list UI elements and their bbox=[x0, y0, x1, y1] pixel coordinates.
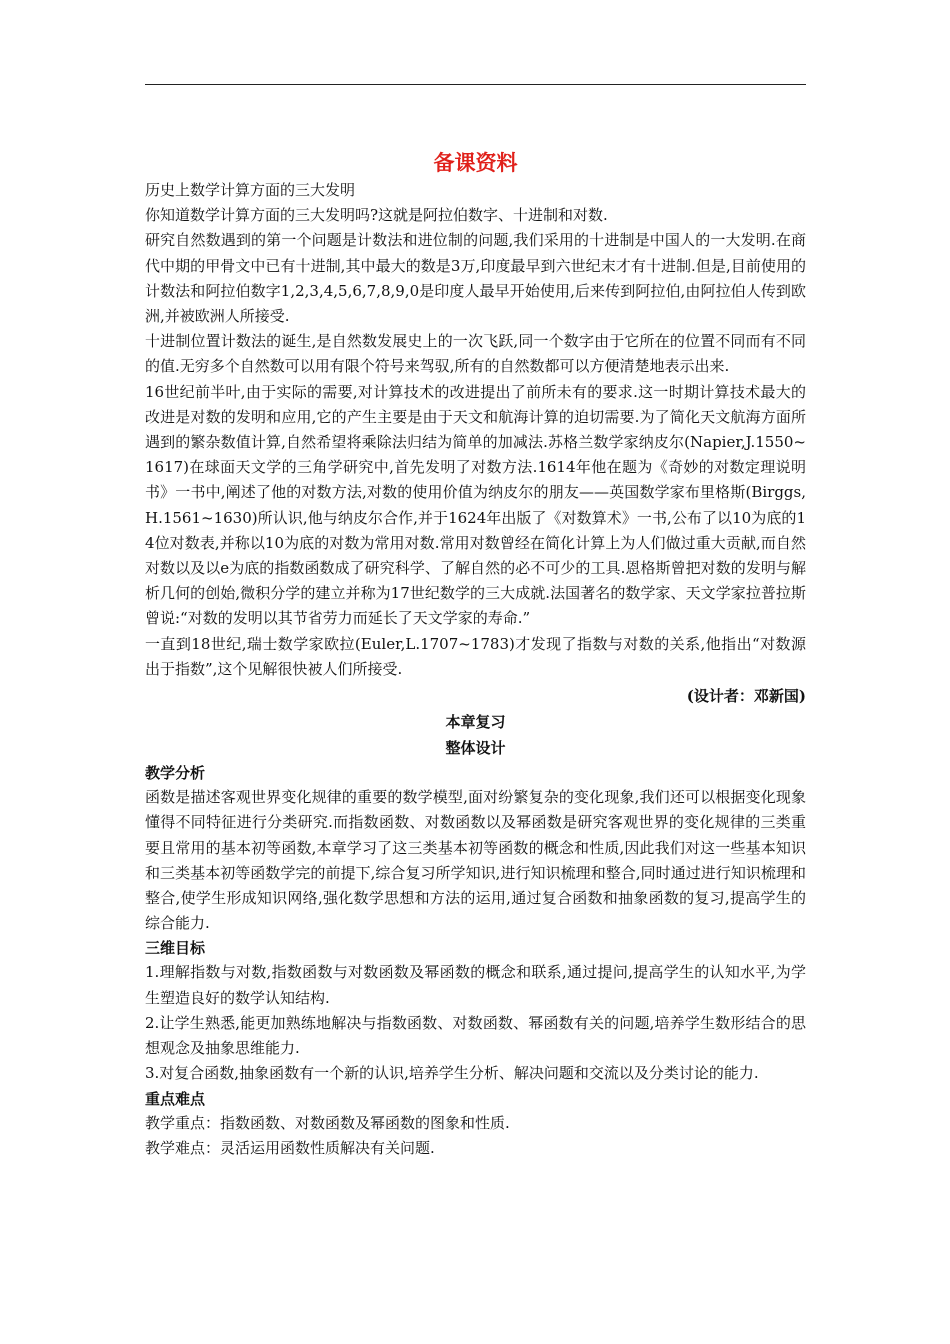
design-title: 整体设计 bbox=[445, 739, 506, 758]
difficulty-point: 教学难点：灵活运用函数性质解决有关问题. bbox=[145, 1138, 435, 1157]
paragraph-analysis: 函数是描述客观世界变化规律的重要的数学模型,面对纷繁复杂的变化现象,我们还可以根据变化现象懂得不同特征进行分类研究.而指数函数、对数函数以及幂函数是研究客观世界的变化规律的三类重要且常用的基本初等函数,本章学习了这三类基本初等函数的概念和性质,因此我们对这一些基本知识和三类基本初等函数学完的前提下,综合复习所学知识,进行知识梳理和整合,同时通过进行知识梳理和整合,使学生形成知识网络,强化数学思想和方法的运用,通过复合函数和抽象函数的复习,提高学生的综合能力. bbox=[145, 788, 806, 933]
paragraph-euler: 一直到18世纪,瑞士数学家欧拉(Euler,L.1707~1783)才发现了指数与对数的关系,他指出“对数源出于指数”,这个见解很快被人们所接受. bbox=[145, 634, 806, 678]
heading-analysis: 教学分析 bbox=[145, 764, 206, 783]
paragraph-decimal-system: 研究自然数遇到的第一个问题是计数法和进位制的问题,我们采用的十进制是中国人的一大发明.在商代中期的甲骨文中已有十进制,其中最大的数是3万,印度最早到六世纪末才有十进制.但是,目前使用的计数法和阿拉伯数字1,2,3,4,5,6,7,8,9,0是印度人最早开始使用,后来传到阿拉伯,由阿拉伯人传到欧洲,并被欧洲人所接受. bbox=[145, 231, 806, 326]
goal-item: 1.理解指数与对数,指数函数与对数函数及幂函数的概念和联系,通过提问,提高学生的认知水平,为学生塑造良好的数学认知结构. bbox=[145, 963, 806, 1007]
heading-key-points: 重点难点 bbox=[145, 1089, 206, 1108]
heading-goals: 三维目标 bbox=[145, 939, 206, 958]
goal-item: 2.让学生熟悉,能更加熟练地解决与指数函数、对数函数、幂函数有关的问题,培养学生数形结合的思想观念及抽象思维能力. bbox=[145, 1013, 806, 1058]
section-subtitle: 历史上数学计算方面的三大发明 bbox=[145, 181, 356, 199]
paragraph-logarithm: 16世纪前半叶,由于实际的需要,对计算技术的改进提出了前所未有的要求.这一时期计算技术最大的改进是对数的发明和应用,它的产生主要是由于天文和航海计算的迫切需要.为了简化天文航海方面所遇到的繁杂数值计算,自然希望将乘除法归结为简单的加减法.苏格兰数学家纳皮尔(Napier,J.1550~1617)在球面天文学的三角学研究中,首先发明了对数方法.1614年他在题为《奇妙的对数定理说明书》一书中,阐述了他的对数方法,对数的使用价值为纳皮尔的朋友——英国数学家布里格斯(Birggs,H.1561~1630)所认识,他与纳皮尔合作,并于1624年出版了《对数算术》一书,公布了以10为底的14位对数表,并称以10为底的对数为常用对数.常用对数曾经在简化计算上为人们做过重大贡献,而自然对数以及以e为底的指数函数成了研究科学、了解自然的必不可少的工具.恩格斯曾把对数的发明与解析几何的创始,微积分学的建立并称为17世纪数学的三大成就.法国著名的数学家、天文学家拉普拉斯曾说:“对数的发明以其节省劳力而延长了天文学家的寿命.” bbox=[145, 382, 806, 628]
goal-item: 3.对复合函数,抽象函数有一个新的认识,培养学生分析、解决问题和交流以及分类讨论的能力. bbox=[145, 1064, 759, 1083]
paragraph-intro: 你知道数学计算方面的三大发明吗?这就是阿拉伯数字、十进制和对数. bbox=[145, 206, 608, 225]
designer-credit: (设计者：邓新国) bbox=[686, 687, 806, 706]
document-body bbox=[145, 148, 806, 1161]
page-title: 备课资料 bbox=[433, 150, 518, 175]
header-rule bbox=[145, 84, 806, 85]
paragraph-positional-notation: 十进制位置计数法的诞生,是自然数发展史上的一次飞跃,同一个数字由于它所在的位置不同而有不同的值.无穷多个自然数可以用有限个符号来驾驭,所有的自然数都可以方便清楚地表示出来. bbox=[145, 332, 806, 376]
key-point: 教学重点：指数函数、对数函数及幂函数的图象和性质. bbox=[145, 1113, 510, 1132]
chapter-title: 本章复习 bbox=[445, 713, 506, 732]
